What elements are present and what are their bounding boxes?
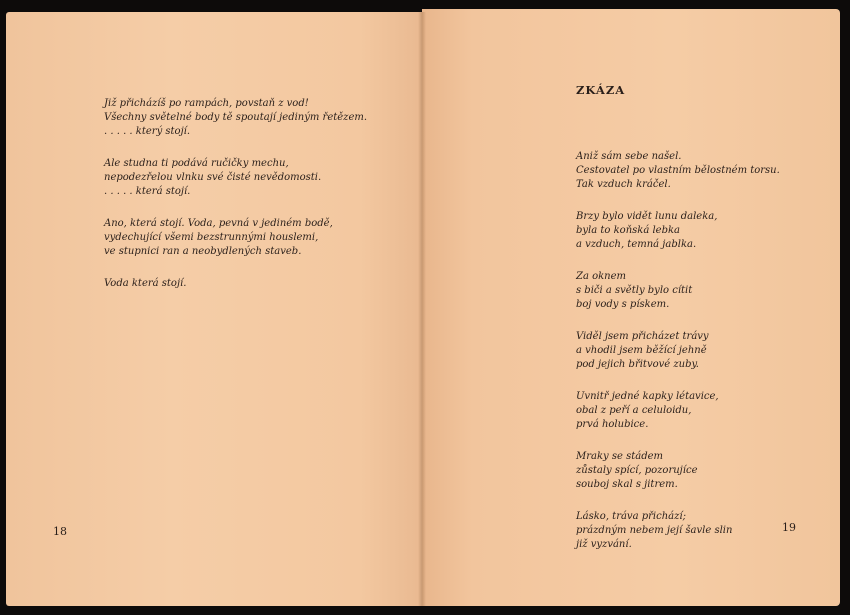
poem-line: . . . . . která stojí. [104,186,191,197]
poem-line: Viděl jsem přicházet trávy [576,331,709,342]
poem-line: Cestovatel po vlastním bělostném torsu. [576,165,780,176]
poem-line: ve stupnici ran a neobydlených staveb. [104,246,302,257]
right-stanza-6 [576,450,780,492]
poem-line: pod jejich břitvové zuby. [576,359,699,370]
page-number-right: 19 [782,521,796,534]
poem-line: a vzduch, temná jablka. [576,239,697,250]
right-poem-text [576,150,780,570]
poem-line: prázdným nebem její šavle slin [576,525,733,536]
poem-title: ZKÁZA [576,83,626,97]
poem-line: Za oknem [576,271,627,282]
poem-line: a vhodil jsem běžící jehně [576,345,707,356]
poem-line: prvá holubice. [576,419,649,430]
book-gutter [418,12,426,606]
right-stanza-3 [576,270,780,312]
poem-line: obal z peří a celuloidu, [576,405,692,416]
poem-line: Uvnitř jedné kapky létavice, [576,391,719,402]
poem-line: Již přicházíš po rampách, povstaň z vod! [104,98,309,109]
poem-line: již vyzvání. [576,539,632,550]
right-stanza-2 [576,210,780,252]
poem-line: boj vody s pískem. [576,299,670,310]
page-number-left: 18 [53,525,67,538]
poem-line: zůstaly spící, pozorujíce [576,465,698,476]
poem-line: byla to koňská lebka [576,225,680,236]
poem-line: Lásko, tráva přichází; [576,511,686,522]
right-stanza-7 [576,510,780,552]
left-stanza-3 [104,217,367,259]
poem-line: s biči a světly bylo cítit [576,285,693,296]
left-stanza-4 [104,277,367,291]
poem-line: Ale studna ti podává ručičky mechu, [104,158,289,169]
poem-line: Aniž sám sebe našel. [576,151,682,162]
poem-line: vydechující všemi bezstrunnými houslemi, [104,232,319,243]
right-stanza-4 [576,330,780,372]
poem-line: nepodezřelou vlnku své čisté nevědomosti. [104,172,322,183]
poem-line: Mraky se stádem [576,451,664,462]
poem-line: souboj skal s jitrem. [576,479,678,490]
poem-line: Brzy bylo vidět lunu daleka, [576,211,718,222]
left-stanza-2 [104,157,367,199]
poem-line: Tak vzduch kráčel. [576,179,671,190]
left-poem-text [104,97,367,309]
right-stanza-5 [576,390,780,432]
left-stanza-1 [104,97,367,139]
poem-line: Ano, která stojí. Voda, pevná v jediném bodě, [104,218,333,229]
right-stanza-1 [576,150,780,192]
poem-line: . . . . . který stojí. [104,126,191,137]
poem-line: Voda která stojí. [104,278,187,289]
poem-line: Všechny světelné body tě spoutají jediným řetězem. [104,112,368,123]
